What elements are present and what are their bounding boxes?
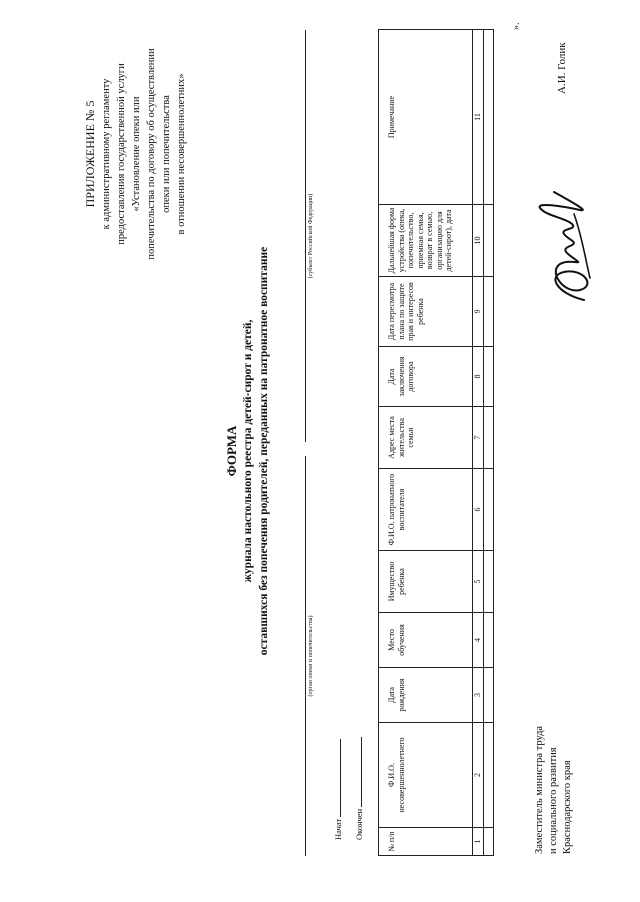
journal-table (378, 29, 494, 856)
signatory-position (533, 726, 575, 854)
appendix-line: в отношении несовершеннолетних» (176, 73, 187, 235)
started-field (333, 739, 343, 840)
form-title: ФОРМА (224, 425, 239, 477)
empty-cell (484, 551, 494, 613)
column-number: 5 (473, 551, 484, 613)
column-number: 10 (473, 205, 484, 277)
empty-cell (484, 30, 494, 205)
empty-cell (484, 277, 494, 347)
handwritten-signature (524, 188, 606, 306)
column-number: 3 (473, 668, 484, 723)
authority-caption: (орган опеки и попечительства) (308, 615, 314, 697)
column-number: 9 (473, 277, 484, 347)
started-label: Начат (333, 818, 343, 840)
column-number: 4 (473, 613, 484, 668)
authority-fill-line (291, 456, 306, 856)
empty-cell (484, 668, 494, 723)
region-caption: (субъект Российской Федерации) (308, 193, 314, 279)
column-header: № п/п (379, 828, 473, 856)
column-header: Ф.И.О. патронатного воспитателя (379, 469, 473, 551)
form-subtitle-line: оставшихся без попечения родителей, переданных на патронатное воспитание (258, 246, 270, 656)
column-number: 2 (473, 723, 484, 828)
column-header: Имущество ребенка (379, 551, 473, 613)
appendix-title: ПРИЛОЖЕНИЕ № 5 (83, 100, 97, 208)
column-number-row (473, 30, 484, 856)
column-number: 1 (473, 828, 484, 856)
started-fill-line (340, 739, 341, 817)
empty-cell (484, 205, 494, 277)
column-header: Примечание (379, 30, 473, 205)
finished-fill-line (361, 737, 362, 807)
column-header: Дальнейшая форма устройства (опека, попечительство, приемная семья, возврат в семью, организацию для детей-сирот), дата (379, 205, 473, 277)
appendix-line: попечительства по договору об осуществлении (146, 48, 157, 260)
empty-cell (484, 469, 494, 551)
appendix-line: предоставления государственной услуги (116, 63, 127, 245)
finished-field (354, 737, 364, 840)
region-fill-line (291, 30, 306, 442)
column-header: Дата заключения договора (379, 347, 473, 407)
finished-label: Окончен (354, 808, 364, 840)
position-line: и социального развития (548, 747, 559, 854)
empty-cell (484, 828, 494, 856)
signer-name: А.И. Голик (556, 42, 568, 94)
form-subtitle-line: журнала настольного реестра детей-сирот и детей, (242, 319, 254, 583)
closing-quote: ». (511, 22, 522, 30)
position-line: Заместитель министра труда (534, 725, 545, 854)
column-header: Место обучения (379, 613, 473, 668)
empty-cell (484, 407, 494, 469)
column-header: Дата пересмотра плана по защите прав и интересов ребенка (379, 277, 473, 347)
empty-cell (484, 347, 494, 407)
column-header: Адрес места жительства семьи (379, 407, 473, 469)
appendix-line: к административному регламенту (101, 78, 112, 230)
column-number: 8 (473, 347, 484, 407)
column-header: Ф.И.О. несовершеннолетнего (379, 723, 473, 828)
appendix-line: «Установление опеки или (131, 96, 142, 212)
table-row (484, 30, 494, 856)
column-number: 7 (473, 407, 484, 469)
position-line: Краснодарского края (562, 760, 573, 854)
appendix-block (82, 4, 189, 304)
empty-cell (484, 613, 494, 668)
empty-cell (484, 723, 494, 828)
column-number: 6 (473, 469, 484, 551)
table-header-row (379, 30, 473, 856)
column-header: Дата рождения (379, 668, 473, 723)
form-heading (224, 0, 272, 902)
column-number: 11 (473, 30, 484, 205)
appendix-line: опеки или попечительства (161, 95, 172, 213)
